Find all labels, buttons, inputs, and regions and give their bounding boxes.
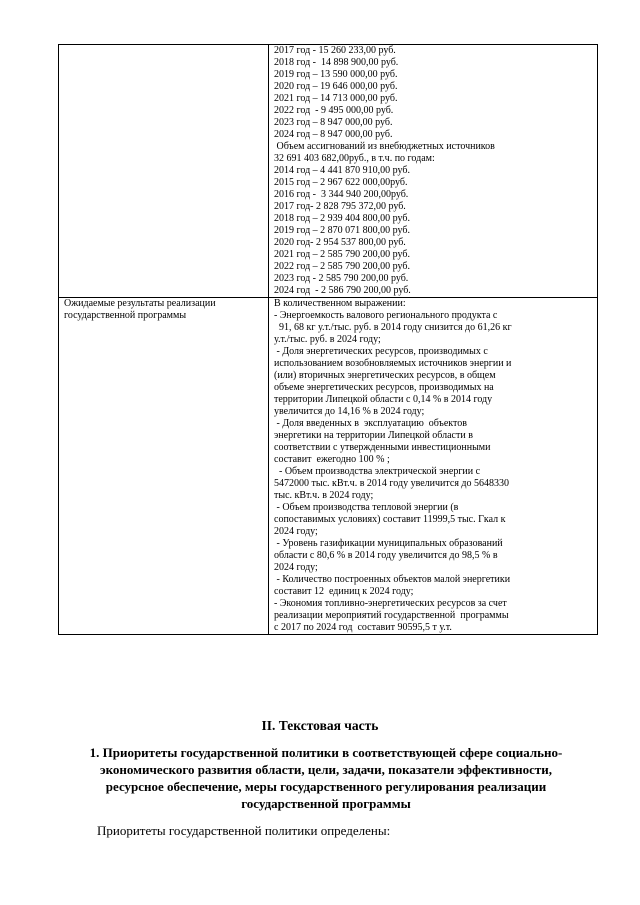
financing-line: 2015 год – 2 967 622 000,00руб. (274, 177, 408, 188)
financing-line: 2021 год – 2 585 790 200,00 руб. (274, 249, 410, 260)
results-line: объеме энергетических ресурсов, производимых на (274, 382, 494, 393)
results-line: 5472000 тыс. кВт.ч. в 2014 году увеличится до 5648330 (274, 478, 510, 489)
results-line: - Энергоемкость валового регионального продукта с (274, 310, 498, 321)
program-passport-table (58, 44, 598, 635)
results-line: - Объем производства тепловой энергии (в (274, 502, 459, 513)
results-line: соответствии с утвержденными инвестиционными (274, 442, 491, 453)
results-label: Ожидаемые результаты реализации государственной программы (64, 298, 216, 321)
financing-line: 2021 год – 14 713 000,00 руб. (274, 93, 398, 104)
financing-line: 2020 год- 2 954 537 800,00 руб. (274, 237, 406, 248)
results-line: (или) вторичных энергетических ресурсов, в общем (274, 370, 496, 381)
results-line: 91, 68 кг у.т./тыс. руб. в 2014 году снизится до 61,26 кг (274, 322, 512, 333)
results-line: - Доля введенных в эксплуатацию объектов (274, 418, 467, 429)
financing-line: 2016 год - 3 344 940 200,00руб. (274, 189, 409, 200)
results-line: энергетики на территории Липецкой области в (274, 430, 473, 441)
results-label-cell (59, 298, 269, 635)
results-line: - Доля энергетических ресурсов, производимых с (274, 346, 488, 357)
results-line: территории Липецкой области с 0,14 % в 2014 году (274, 394, 493, 405)
section-title: II. Текстовая часть (261, 718, 379, 733)
financing-line: 2023 год – 8 947 000,00 руб. (274, 117, 393, 128)
financing-line: 2024 год – 8 947 000,00 руб. (274, 129, 393, 140)
subsection-title: 1. Приоритеты государственной политики в соответствующей сфере социально-экономического развития области, цели, задачи, показатели эффективности, ресурсное обеспечение, меры государственного регулирования реализации государственной программы (89, 745, 563, 811)
results-line: - Уровень газификации муниципальных образований (274, 538, 503, 549)
results-line: В количественном выражении: (274, 298, 406, 309)
results-line: с 2017 по 2024 год составит 90595,5 т у.т. (274, 622, 452, 633)
results-line: - Объем производства электрической энергии с (274, 466, 481, 477)
results-line: 2024 году; (274, 562, 318, 573)
financing-line: 32 691 403 682,00руб., в т.ч. по годам: (274, 153, 435, 164)
results-line: использованием возобновляемых источников энергии и (274, 358, 512, 369)
financing-line: 2022 год - 9 495 000,00 руб. (274, 105, 394, 116)
results-line: - Количество построенных объектов малой энергетики (274, 574, 511, 585)
financing-line: 2024 год - 2 586 790 200,00 руб. (274, 285, 411, 296)
financing-line: Объем ассигнований из внебюджетных источников (274, 141, 495, 152)
financing-line: 2018 год – 2 939 404 800,00 руб. (274, 213, 410, 224)
results-line: у.т./тыс. руб. в 2024 году; (274, 334, 381, 345)
results-line: области с 80,6 % в 2014 году увеличится до 98,5 % в (274, 550, 498, 561)
results-line: составит 12 единиц к 2024 году; (274, 586, 414, 597)
financing-line: 2020 год – 19 646 000,00 руб. (274, 81, 398, 92)
results-line: - Экономия топливно-энергетических ресурсов за счет (274, 598, 507, 609)
financing-line: 2019 год – 13 590 000,00 руб. (274, 69, 398, 80)
financing-row (59, 45, 598, 298)
results-line: тыс. кВт.ч. в 2024 году; (274, 490, 374, 501)
financing-line: 2017 год- 2 828 795 372,00 руб. (274, 201, 406, 212)
financing-line: 2017 год - 15 260 233,00 руб. (274, 45, 396, 56)
financing-line: 2014 год – 4 441 870 910,00 руб. (274, 165, 410, 176)
financing-line: 2019 год – 2 870 071 800,00 руб. (274, 225, 410, 236)
financing-line: 2023 год - 2 585 790 200,00 руб. (274, 273, 409, 284)
financing-value-cell (269, 45, 598, 298)
financing-label-cell (59, 45, 269, 298)
financing-line: 2022 год – 2 585 790 200,00 руб. (274, 261, 410, 272)
results-line: реализации мероприятий государственной программы (274, 610, 509, 621)
results-value-cell (269, 298, 598, 635)
results-line: составит ежегодно 100 % ; (274, 454, 390, 465)
paragraph-start: Приоритеты государственной политики определены: (97, 823, 391, 838)
results-line: увеличится до 14,16 % в 2024 году; (274, 406, 425, 417)
results-row (59, 298, 598, 635)
financing-line: 2018 год - 14 898 900,00 руб. (274, 57, 399, 68)
results-line: 2024 году; (274, 526, 318, 537)
results-line: сопоставимых условиях) составит 11999,5 тыс. Гкал к (274, 514, 506, 525)
